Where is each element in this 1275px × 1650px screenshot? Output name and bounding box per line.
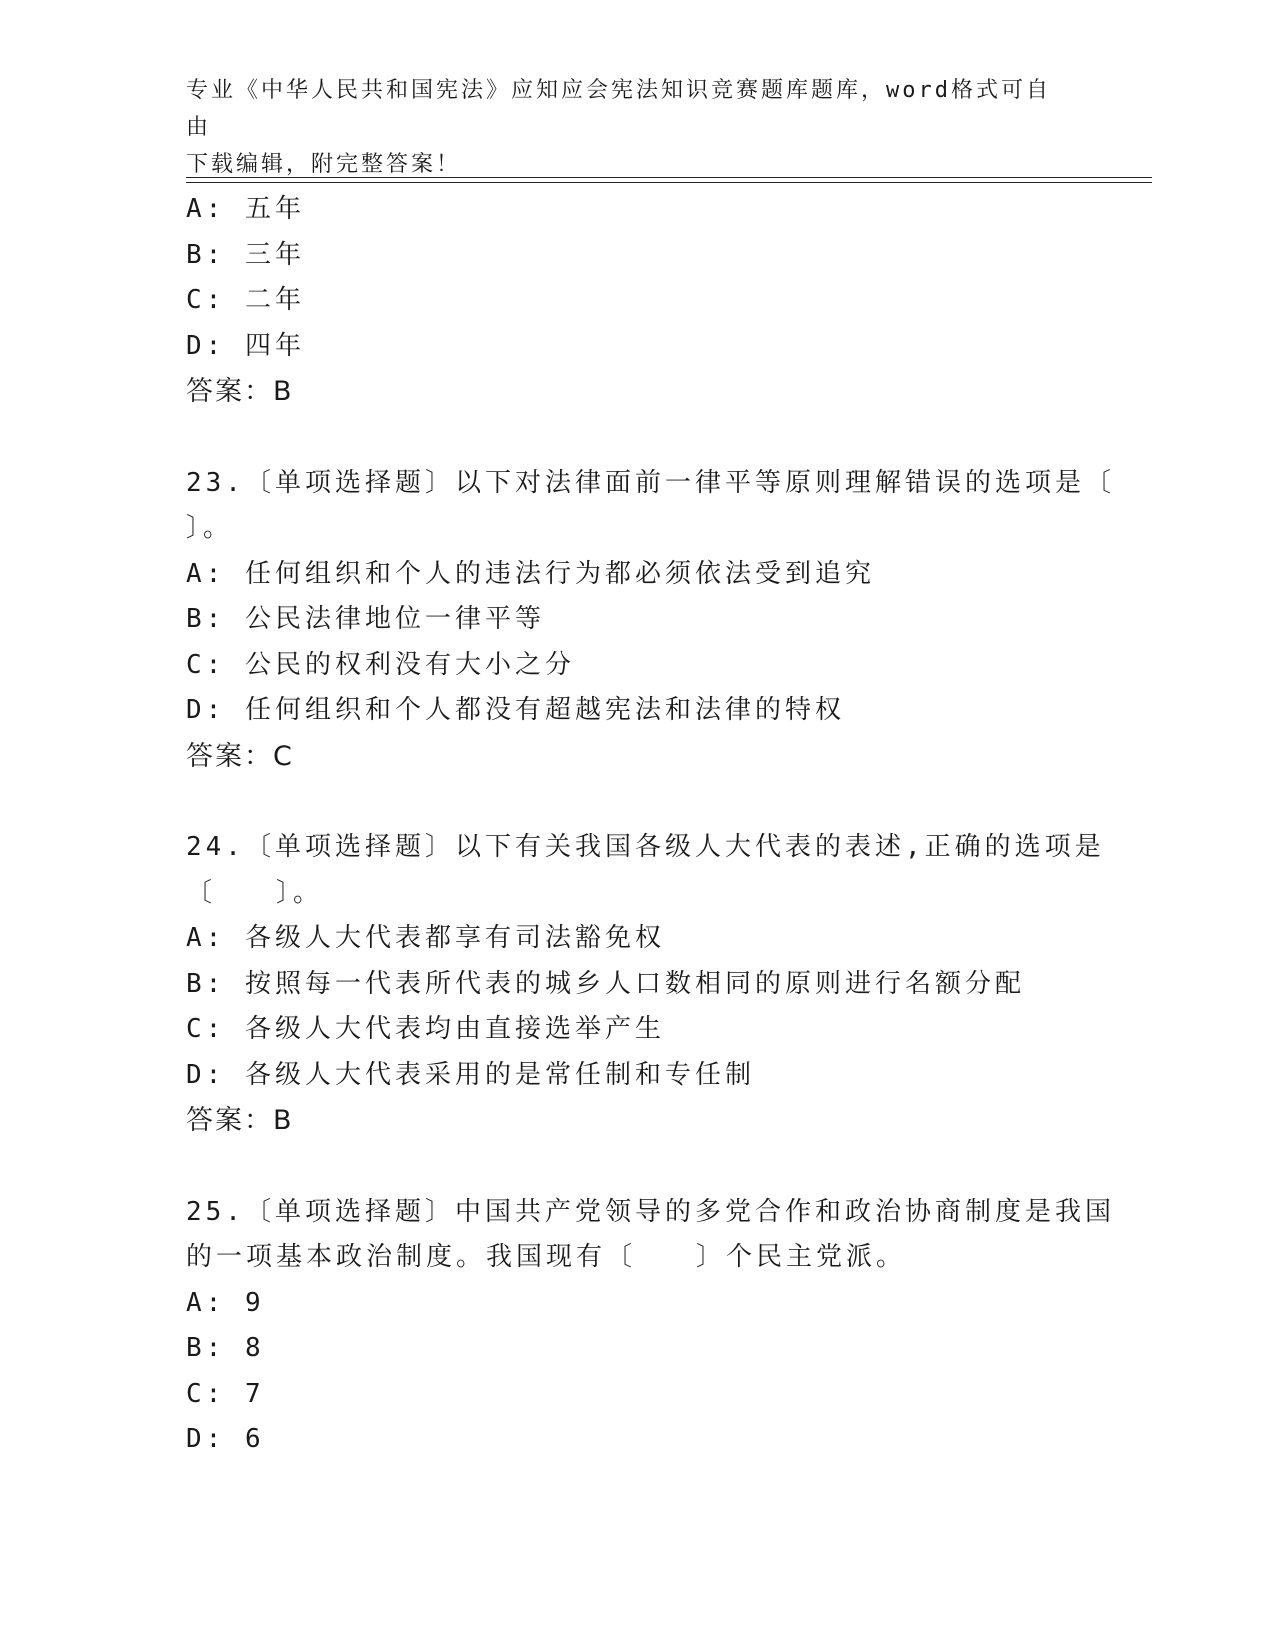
header-line-2: 下载编辑，附完整答案！ <box>186 152 462 177</box>
answer-text: 答案：B <box>186 1105 294 1136</box>
question-stem-line-2: 〕。 <box>186 513 234 543</box>
question-list <box>186 187 1115 1463</box>
document-header <box>186 72 1066 183</box>
option-b: B: 8 <box>186 1333 265 1363</box>
header-divider-bottom <box>186 182 1152 183</box>
option-c: C: 7 <box>186 1378 265 1409</box>
option-b: B: 按照每一代表所代表的城乡人口数相同的原则进行名额分配 <box>186 968 1025 999</box>
question-stem-line-1: 25.〔单项选择题〕中国共产党领导的多党合作和政治协商制度是我国 <box>186 1196 1115 1227</box>
option-a: A: 各级人大代表都享有司法豁免权 <box>186 923 665 953</box>
option-b: B: 公民法律地位一律平等 <box>186 604 545 634</box>
option-d: D: 6 <box>186 1424 265 1454</box>
option-a: A: 任何组织和个人的违法行为都必须依法受到追究 <box>186 558 875 589</box>
option-d: D: 四年 <box>186 330 305 361</box>
option-c: C: 各级人大代表均由直接选举产生 <box>186 1014 665 1044</box>
question-stem-line-1: 24.〔单项选择题〕以下有关我国各级人大代表的表述,正确的选项是 <box>186 832 1105 862</box>
question-24 <box>186 825 1105 1144</box>
option-c: C: 二年 <box>186 285 305 315</box>
answer-text: 答案：B <box>186 376 294 407</box>
option-d: D: 任何组织和个人都没有超越宪法和法律的特权 <box>186 695 845 725</box>
answer-text: 答案：C <box>186 740 294 772</box>
option-a: A: 9 <box>186 1287 265 1318</box>
option-c: C: 公民的权利没有大小之分 <box>186 649 575 680</box>
question-23 <box>186 461 1115 780</box>
question-stem-line-2: 〔 〕。 <box>186 877 324 908</box>
question-25 <box>186 1190 1115 1463</box>
header-line-1: 专业《中华人民共和国宪法》应知应会宪法知识竞赛题库题库，word格式可自由 <box>186 78 1051 140</box>
header-divider-top <box>186 177 1152 178</box>
question-spacer <box>186 779 1076 825</box>
option-a: A: 五年 <box>186 194 305 224</box>
question-22 <box>186 187 1076 415</box>
question-stem-line-1: 23.〔单项选择题〕以下对法律面前一律平等原则理解错误的选项是〔 <box>186 467 1115 498</box>
option-d: D: 各级人大代表采用的是常任制和专任制 <box>186 1059 755 1090</box>
question-stem-line-2: 的一项基本政治制度。我国现有〔 〕个民主党派。 <box>186 1242 907 1272</box>
question-spacer <box>186 415 1076 461</box>
question-spacer <box>186 1144 1076 1190</box>
option-b: B: 三年 <box>186 239 305 270</box>
